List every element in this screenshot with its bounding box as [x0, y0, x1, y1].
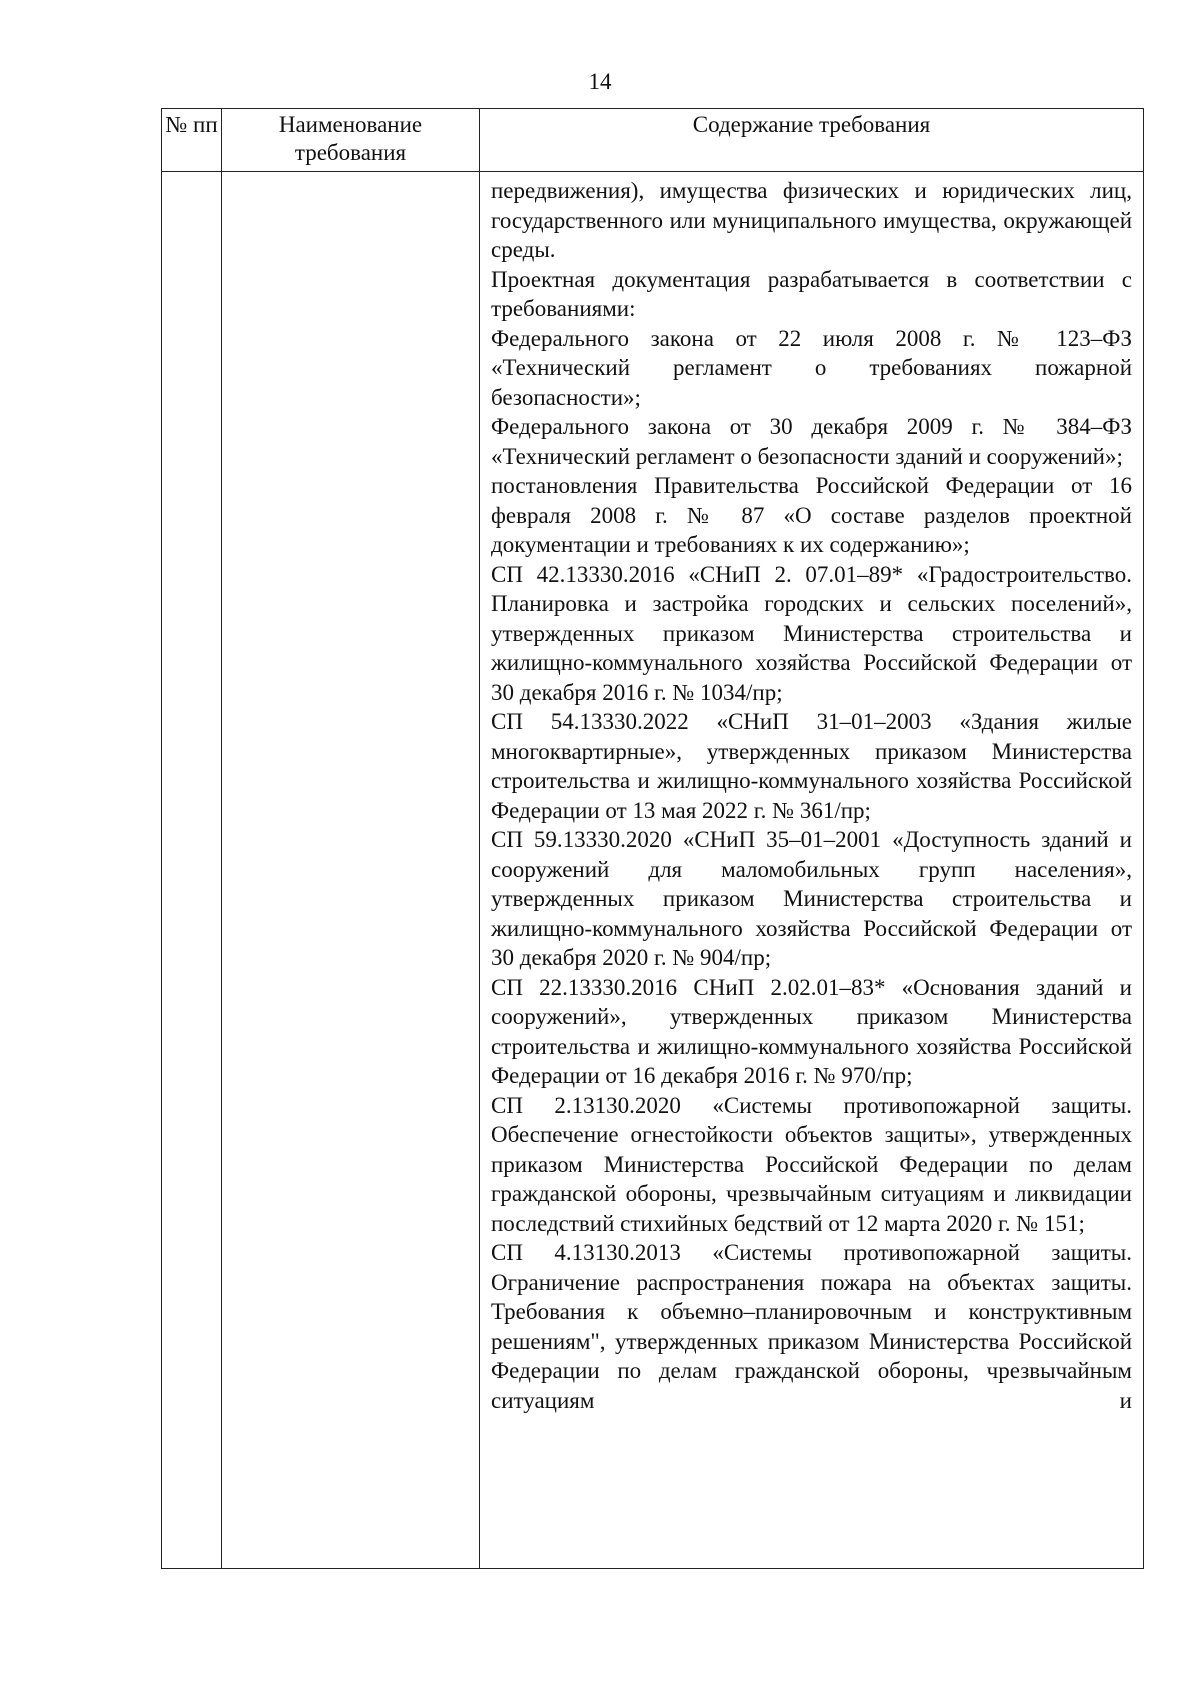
table-row: [162, 172, 1144, 1569]
content-paragraph: Федерального закона от 30 декабря 2009 г. № 384–ФЗ «Технический регламент о безопасности зданий и сооружений»;: [491, 414, 1132, 469]
content-paragraph: Федерального закона от 22 июля 2008 г. № 123–ФЗ «Технический регламент о требованиях пожарной безопасности»;: [491, 325, 1132, 410]
header-number: № пп: [162, 109, 222, 172]
header-requirement-name: Наименование требования: [222, 109, 480, 172]
row-content-cell: [480, 172, 1144, 1569]
header-requirement-content: Содержание требования: [480, 109, 1144, 172]
requirements-table: [161, 108, 1144, 1569]
page-number: 14: [588, 69, 612, 94]
content-paragraph: СП 2.13130.2020 «Системы противопожарной защиты. Обеспечение огнестойкости объектов защиты», утвержденных приказом Министерства Российской Федерации по делам гражданской обороны, чрезвычайным ситуациям и ликвидации последствий стихийных бедствий от 12 марта 2020 г. № 151;: [491, 1092, 1132, 1236]
content-paragraph: Проектная документация разрабатывается в соответствии с требованиями:: [491, 266, 1132, 321]
row-number-cell: [162, 172, 222, 1569]
content-paragraph: СП 54.13330.2022 «СНиП 31–01–2003 «Здания жилые многоквартирные», утвержденных приказом Министерства строительства и жилищно-коммунального хозяйства Российской Федерации от 13 мая 2022 г. № 361/пр;: [491, 709, 1132, 823]
table-header-row: [162, 109, 1144, 172]
content-paragraph: СП 42.13330.2016 «СНиП 2. 07.01–89* «Градостроительство. Планировка и застройка городских и сельских поселений», утвержденных приказом Министерства строительства и жилищно-коммунального хозяйства Российской Федерации от 30 декабря 2016 г. № 1034/пр;: [491, 561, 1132, 705]
content-paragraph: СП 4.13130.2013 «Системы противопожарной защиты. Ограничение распространения пожара на объектах защиты. Требования к объемно–планировочным и конструктивным решениям", утвержденных приказом Министерства Российской Федерации по делам гражданской обороны, чрезвычайным ситуациям и: [491, 1240, 1132, 1413]
content-paragraph: СП 22.13330.2016 СНиП 2.02.01–83* «Основания зданий и сооружений», утвержденных приказом Министерства строительства и жилищно-коммунального хозяйства Российской Федерации от 16 декабря 2016 г. № 970/пр;: [491, 974, 1132, 1088]
row-name-cell: [222, 172, 480, 1569]
content-paragraph: СП 59.13330.2020 «СНиП 35–01–2001 «Доступность зданий и сооружений для маломобильных групп населения», утвержденных приказом Министерства строительства и жилищно-коммунального хозяйства Российской Федерации от 30 декабря 2020 г. № 904/пр;: [491, 827, 1132, 970]
content-paragraph: передвижения), имущества физических и юридических лиц, государственного или муниципального имущества, окружающей среды.: [491, 178, 1132, 262]
content-paragraph: постановления Правительства Российской Федерации от 16 февраля 2008 г. № 87 «О составе разделов проектной документации и требованиях к их содержанию»;: [491, 473, 1132, 557]
